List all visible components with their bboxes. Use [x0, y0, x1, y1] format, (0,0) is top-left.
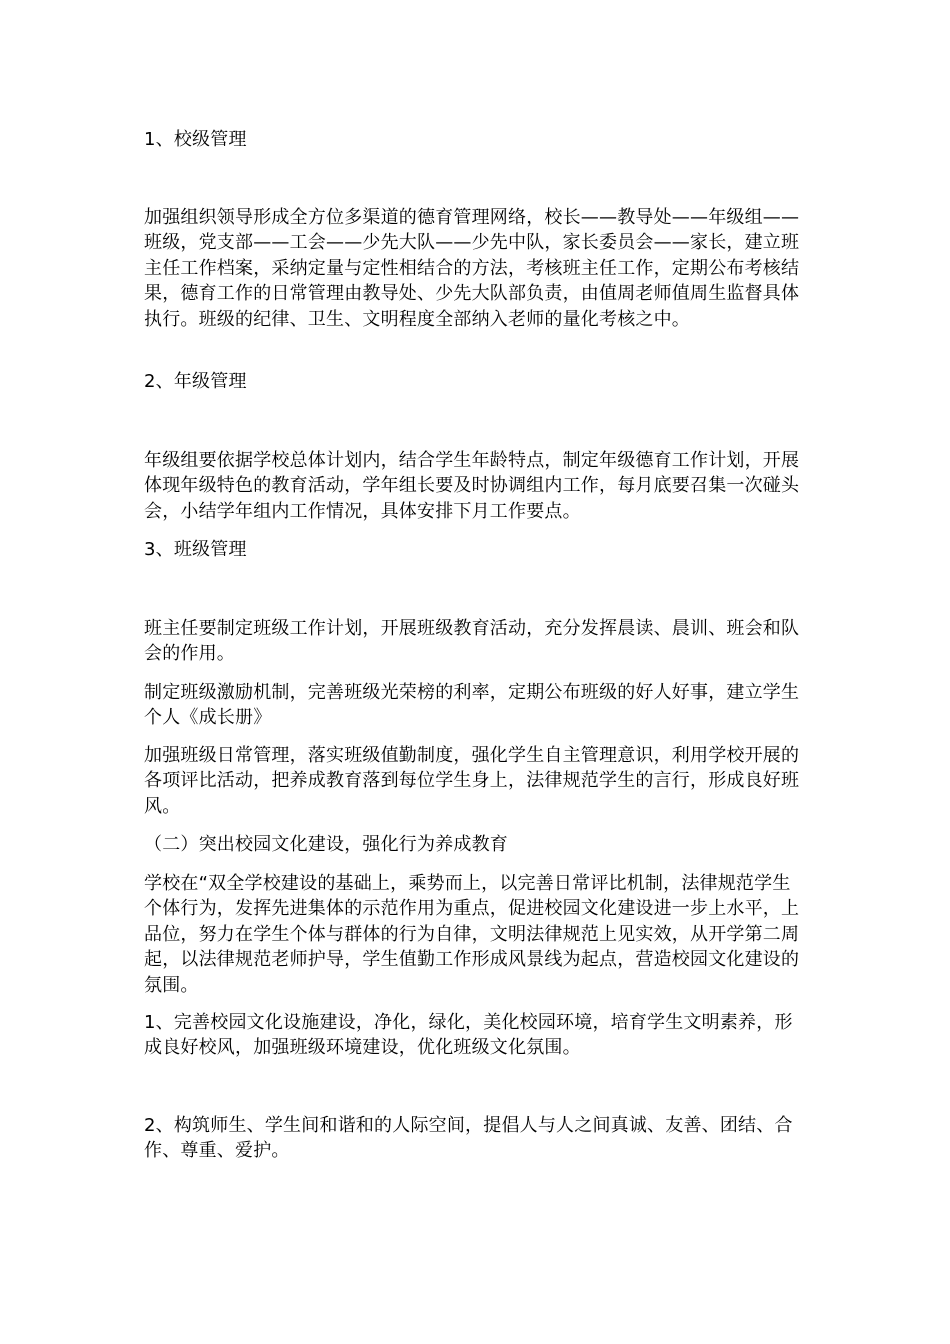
heading-school-management: 1、校级管理 — [144, 129, 247, 150]
paragraph-class-daily: 加强班级日常管理，落实班级值勤制度，强化学生自主管理意识，利用学校开展的各项评比活动，把养成教育落到每位学生身上，法律规范学生的言行，形成良好班风。 — [144, 745, 800, 817]
paragraph-campus-culture: 学校在“双全学校建设的基础上，乘势而上，以完善日常评比机制，法律规范学生个体行为，发挥先进集体的示范作用为重点，促进校园文化建设进一步上水平，上品位，努力在学生个体与群体的行为自律，文明法律规范上见实效，从开学第二周起，以法律规范老师护导，学生值勤工作形成风景线为起点，营造校园文化建设的氛围。 — [144, 873, 800, 996]
heading-section-two: （二）突出校园文化建设，强化行为养成教育 — [144, 834, 508, 855]
paragraph-school-management: 加强组织领导形成全方位多渠道的德育管理网络，校长——教导处——年级组——班级，党支部——工会——少先大队——少先中队，家长委员会——家长，建立班主任工作档案，采纳定量与定性相结合的方法，考核班主任工作，定期公布考核结果，德育工作的日常管理由教导处、少先大队部负责，由值周老师值周生监督具体执行。班级的纪律、卫生、文明程度全部纳入老师的量化考核之中。 — [144, 207, 800, 330]
heading-class-management: 3、班级管理 — [144, 539, 247, 560]
paragraph-class-plan: 班主任要制定班级工作计划，开展班级教育活动，充分发挥晨读、晨训、班会和队会的作用。 — [144, 618, 800, 665]
paragraph-class-incentive: 制定班级激励机制，完善班级光荣榜的利率，定期公布班级的好人好事，建立学生个人《成长册》 — [144, 682, 800, 729]
paragraph-grade-management: 年级组要依据学校总体计划内，结合学生年龄特点，制定年级德育工作计划，开展体现年级特色的教育活动，学年组长要及时协调组内工作，每月底要召集一次碰头会，小结学年组内工作情况，具体安排下月工作要点。 — [144, 450, 800, 522]
list-item-two: 2、构筑师生、学生间和谐和的人际空间，提倡人与人之间真诚、友善、团结、合作、尊重、爱护。 — [144, 1115, 793, 1162]
heading-grade-management: 2、年级管理 — [144, 371, 247, 392]
list-item-one: 1、完善校园文化设施建设，净化，绿化，美化校园环境，培育学生文明素养，形成良好校风，加强班级环境建设，优化班级文化氛围。 — [144, 1012, 793, 1059]
